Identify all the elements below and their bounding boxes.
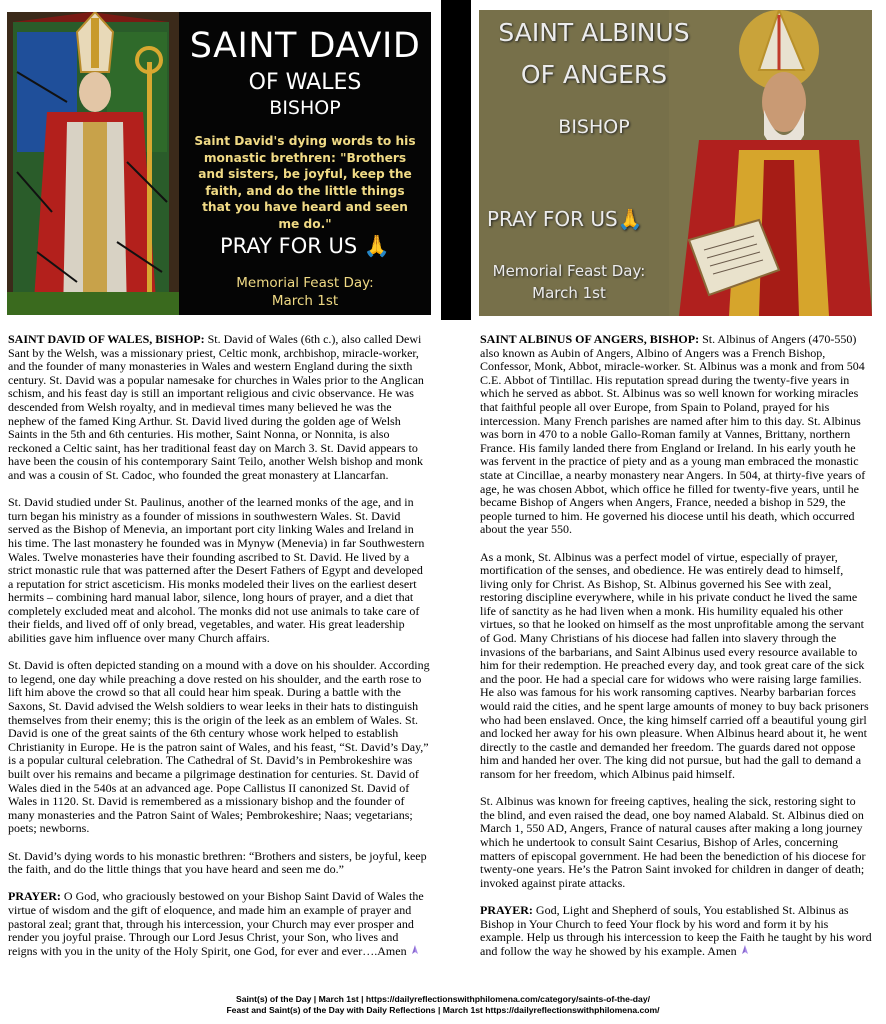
banner-title-line3: BISHOP <box>558 116 630 138</box>
banner-title-line1: SAINT ALBINUS <box>498 18 690 47</box>
prayer-text: God, Light and Shepherd of souls, You established St. Albinus as Bishop in Your Church to feed Your flock by his word and form it by his example. Help us through his intercession to keep the Faith he taught by his word and follow the way he showed by his example. Amen <box>480 902 872 958</box>
stained-glass-window <box>7 12 179 315</box>
body-paragraph: St. Albinus was known for freeing captives, healing the sick, restoring sight to the blind, and even raised the dead, one boy named Alabald. St. Albinus died on March 1, 550 AD, Angers, France of natural causes after making a long journey which he undertook to consult Saint Cesarius, Bishop of Arles, concerning matters of episcopal government. He had been the benediction of his diocese for twenty-one years. He’s the Patron Saint invoked for children in danger of death; invoked against pirate attacks. <box>480 794 866 890</box>
intro-paragraph <box>8 333 430 483</box>
page-footer <box>0 994 886 1015</box>
prayer-heading: PRAYER: <box>8 889 61 904</box>
pray-for-us-text: PRAY FOR US 🙏 <box>219 234 391 258</box>
prayer-heading: PRAYER: <box>480 902 533 917</box>
paragraph-heading: SAINT ALBINUS OF ANGERS, BISHOP: <box>480 332 700 346</box>
intro-paragraph <box>480 333 872 537</box>
banner-title-line2: OF ANGERS <box>520 60 668 89</box>
bishop-painting <box>669 10 872 316</box>
prayer-paragraph <box>8 890 430 958</box>
body-paragraph: St. David is often depicted standing on a mound with a dove on his shoulder. According to legend, one day while preaching a dove rested on his shoulder, and the earth rose to lift him above the crowd so that all could hear him speak. During a battle with the Saxons, St. David advised the Welsh soldiers to wear leeks in their hats to distinguish themselves from their enemy; this is the origin of the leek as an emblem of Wales. St. David is one of the great saints of the 6th century whose work helped to establish Christianity in Europe. He is the patron saint of Wales, and his feast, “St. David’s Day,” is a popular cultural celebration. The Cathedral of St. David’s in Pembrokeshire was built over his remains and became a pilgrimage destination for centuries. St. David of Wales died in the 540s at an advanced age. Pope Callistus II canonized St. David of Wales in 1120. St. David is remembered as a missionary bishop and the founder of many monasteries and the Patron Saint of Wales; Pembrokeshire; Naas; vegetarians; poets; newborns. <box>8 658 430 836</box>
column-divider <box>441 0 471 320</box>
banner-title-line3: BISHOP <box>269 97 341 119</box>
paragraph-text: St. Albinus of Angers (470-550) also known as Aubin of Angers, Albino of Angers was a French Bishop, Confessor, Monk, Abbot, miracle-worker. St. Albinus was a monk and from 504 C.E. Abbot of Tintillac. His reputation spread during the twenty-five years in which he served as abbot. St. Albinus was so well known for working miracles that faithful people all over Europe, from Spain to Poland, prayed for his intercession. Many French parishes are named after him to this day. St. Albinus was born in 470 to a noble Gallo-Roman family at Vannes, Brittany, northern France. His family landed there from England or Ireland. In his early youth he was fervent in the practice of piety and as a young man embraced the monastic state at Cincillae, a nearby monastery near Angers. In 504, at thirty-five years of age, he was chosen Abbot, which office he filled for twenty-five years, until he became Bishop of Angers when Angers, France, needed a bishop in 529, the people turned to him. He governed his diocese until his death, which occurred about the year 550. <box>480 332 866 537</box>
paragraph-heading: SAINT DAVID OF WALES, BISHOP: <box>8 332 205 346</box>
saint-albinus-article <box>480 333 872 972</box>
saint-albinus-banner <box>479 10 872 316</box>
saint-david-banner <box>7 12 431 315</box>
body-paragraph: St. David’s dying words to his monastic brethren: “Brothers and sisters, be joyful, keep the faith, and do the little things that you have heard and seen me do.” <box>8 848 427 877</box>
footer-line1: Saint(s) of the Day | March 1st | https://dailyreflectionswithphilomena.com/category/saints-of-the-day/ <box>235 994 651 1004</box>
feast-day-line2: March 1st <box>271 293 339 309</box>
feast-day-line1: Memorial Feast Day: <box>236 275 374 291</box>
praying-hands-icon <box>740 945 750 955</box>
feast-day-line2: March 1st <box>532 284 606 302</box>
prayer-text: O God, who graciously bestowed on your Bishop Saint David of Wales the virtue of wisdom and the gift of eloquence, and made him an example of prayer and pastoral zeal; grant that, through his intercession, your Church may ever prosper and render you joyful praise. Through our Lord Jesus Christ, your Son, who lives and reigns with you in the unity of the Holy Spirit, one God, for ever and ever….Amen <box>8 889 424 958</box>
body-paragraph: As a monk, St. Albinus was a perfect model of virtue, especially of prayer, mortification of the senses, and obedience. He was entirely dead to himself, living only for Christ. As Bishop, St. Albinus governed his See with zeal, restoring discipline everywhere, while in his private conduct he lived the same life of sanctity as he had liven when a monk. His humility equaled his other virtues, so that he looked on himself as the most unprofitable among the servant of God. Many Christians of his diocese had fallen into slavery through the invasions of the barbarians, and Saint Albinus used every resource available to him for their redemption. He preached every day, and took great care of the sick and the poor. He had a special care for widows who were raising large families. He also was famous for his work ransoming captives. Nearby barbarian forces would raid the cities, and he spent large amounts of money to buy back prisoners who had been enslaved. Once, the king himself carried off a beautiful young girl and locked her away for his own pleasure. When Albinus heard about it, he went directly to the castle and demanded her freedom. The guards dared not oppose him and handed her over. The king did not pursue, but had the gall to demand a ransom for her freedom, which Albinus paid himself. <box>480 549 869 781</box>
footer-line2: Feast and Saint(s) of the Day with Daily Reflections | March 1st https://dailyreflectionswithphilomena.com/ <box>226 1004 660 1015</box>
saint-david-article <box>8 333 430 972</box>
body-paragraph: St. David studied under St. Paulinus, another of the learned monks of the age, and in turn began his ministry as a founder of missions in southwestern Wales. St. David served as the Bishop of Menevia, an important port city linking Wales and Ireland in his time. The last monastery he founded was in Mynyw (Menevia) in far Southwestern Wales. Twelve monasteries have their founding ascribed to St. David. He lived by a strict monastic rule that was patterned after the Desert Fathers of Egypt and developed a reputation for strict asceticism. His monks modeled their lives on the earliest desert hermits – combining hard manual labor, silence, long hours of prayer, and a diet that completely excluded meat and alcohol. The monks did not use animals to take care of their fields, and lived off of only bread, vegetables, and water. His great leadership abilities gave him influence over many Church affairs. <box>8 495 425 646</box>
praying-hands-icon <box>410 945 420 955</box>
pray-for-us-text: PRAY FOR US🙏 <box>487 207 643 231</box>
banner-title-line1: SAINT DAVID <box>189 26 421 66</box>
feast-day-text <box>179 274 431 310</box>
feast-day-text <box>479 260 659 304</box>
paragraph-text: St. David of Wales (6th c.), also called Dewi Sant by the Welsh, was a missionary priest, Celtic monk, archbishop, miracle-worker, and the founder of many monasteries in Wales and western England during the sixth century. St. David was a popular namesake for churches in Wales prior to the Anglican schism, and his feast day is still an important religious and civic observance. He was descended from Welsh royalty, and in medieval times many believed he was the nephew of the famed King Arthur. St. David lived during the golden age of Welsh Saints in the 5th and 6th centuries. His mother, Saint Nonna, or Nonnita, is also reckoned a Celtic saint, has her traditional feast day on March 3. St. David appears to have been the cousin of his contemporary Saint Teilo, another Welsh bishop and monk and was a cousin of St. Cadoc, who founded the great monastery at Llancarfan. <box>8 332 424 482</box>
banner-quote: Saint David's dying words to his monastic brethren: "Brothers and sisters, be joyful, keep the faith, and do the little things that you have heard and seen me do." <box>194 134 416 231</box>
prayer-paragraph <box>480 904 872 958</box>
feast-day-line1: Memorial Feast Day: <box>492 262 646 280</box>
banner-title-line2: OF WALES <box>248 70 362 95</box>
